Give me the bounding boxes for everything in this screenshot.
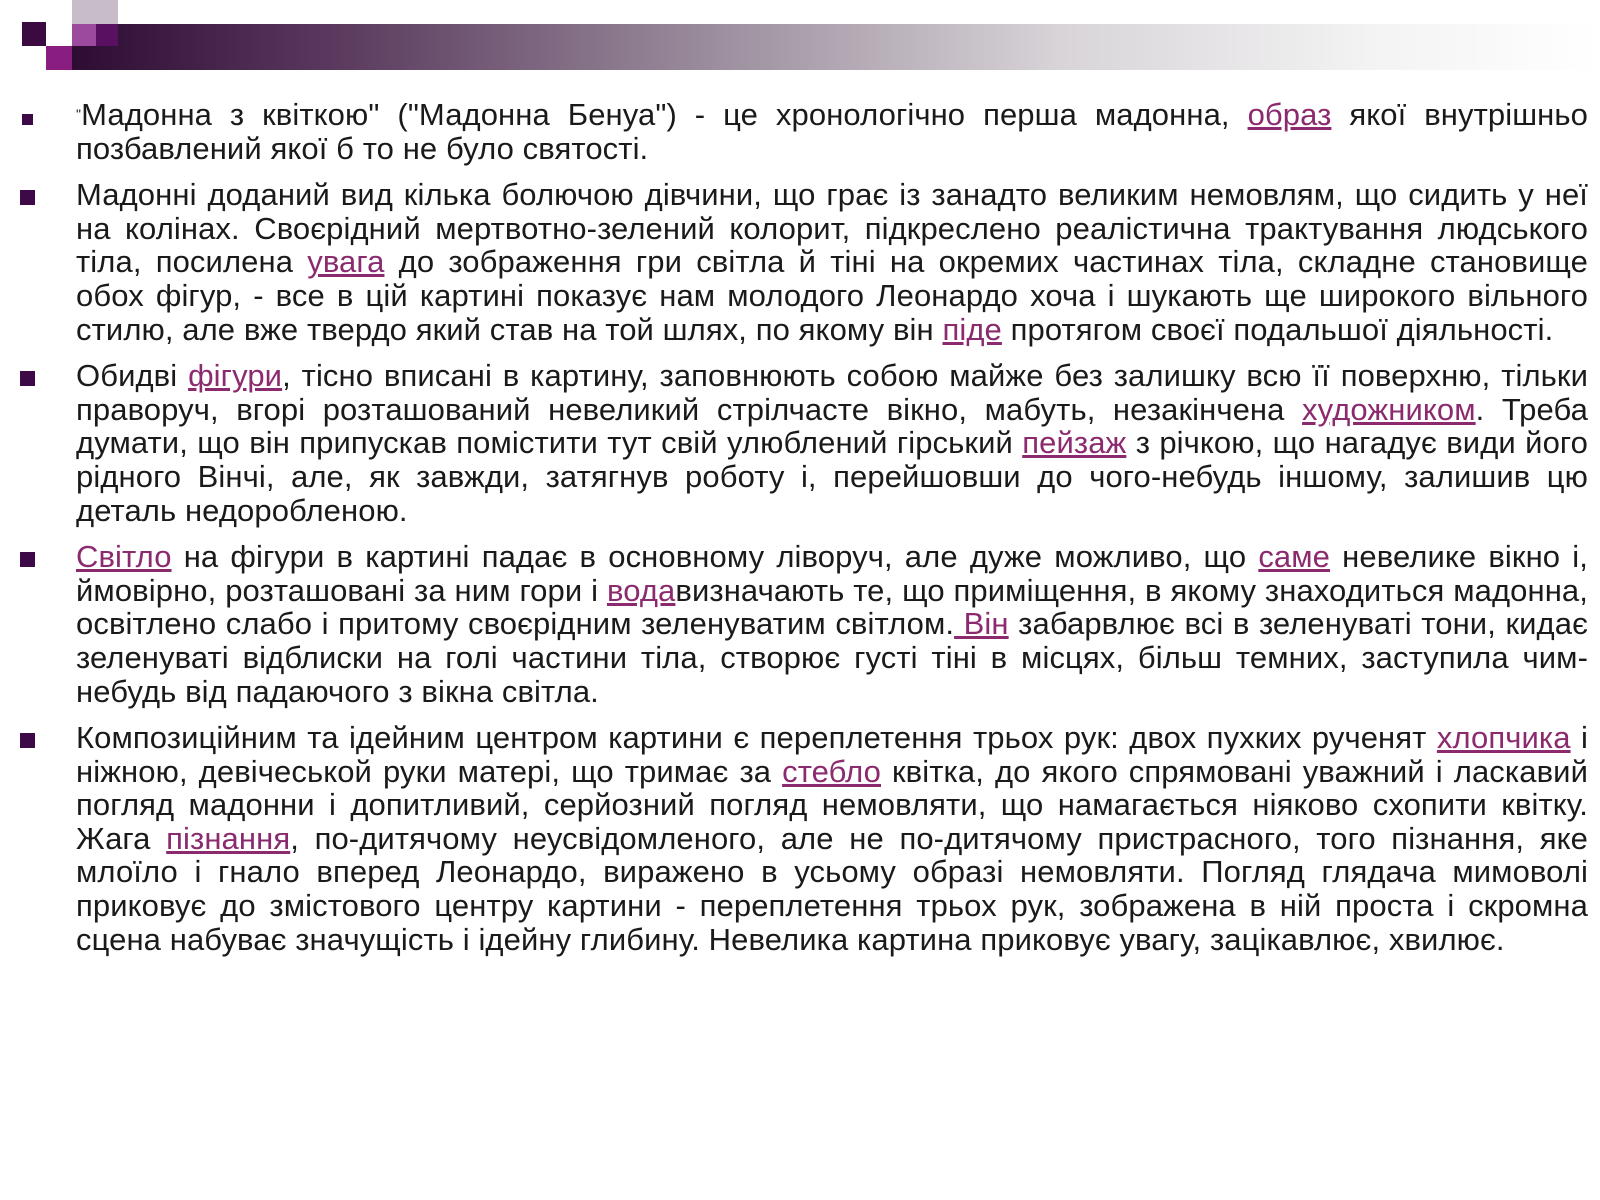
text-segment: і ніжною, девічеськой руки матері, що тримає за: [76, 720, 1588, 789]
text-segment: ": [76, 106, 82, 122]
bullet-item-4: [18, 540, 1588, 708]
inline-link[interactable]: фігури: [188, 358, 283, 394]
slide-body: [18, 98, 1588, 969]
text-segment: Композиційним та ідейним центром картини є переплетення трьох рук: двох пухких рученят: [76, 720, 1437, 756]
inline-link[interactable]: саме: [1258, 539, 1331, 575]
text-segment: протягом своєї подальшої діяльності.: [1001, 311, 1554, 347]
text-segment: , по-дитячому неусвідомленого, але не по-дитячому пристрасного, того пізнання, яке млоїло і гнало вперед Леонардо, виражено в усьому образі немовляти. Погляд глядача мимоволі приковує до змістового центру картини - переплетення трьох рук, зображена в ній проста і скромна сцена набуває значущість і ідейну глибину. Невелика картина приковує увагу, зацікавлює, хвилює.: [76, 820, 1588, 957]
inline-link[interactable]: художником: [1302, 391, 1476, 427]
square-bullet-icon: [20, 371, 35, 386]
text-segment: якої внутрішньо позбавлений якої б то не було святості.: [76, 97, 1588, 166]
inline-link[interactable]: образ: [1247, 97, 1332, 132]
inline-link[interactable]: Світло: [76, 539, 172, 575]
paragraph-text: [76, 540, 1588, 708]
inline-link[interactable]: піде: [942, 311, 1002, 347]
text-segment: на фігури в картині падає в основному ліворуч, але дуже можливо, що: [171, 539, 1259, 575]
inline-link[interactable]: стебло: [782, 753, 881, 789]
text-segment: Мадонна з квіткою" ("Мадонна Бенуа") - це хронологічно перша мадонна,: [81, 97, 1248, 132]
text-segment: Обидві: [76, 358, 189, 394]
bullet-item-1: [18, 98, 1588, 165]
square-bullet-icon: [20, 190, 35, 205]
paragraph-text: [76, 98, 1588, 165]
paragraph-text: [76, 359, 1588, 527]
inline-link[interactable]: пізнання: [166, 820, 291, 856]
text-segment: Мадонні доданий вид кілька болючою дівчини, що грає із занадто великим немовлям, що сидить у неї на колінах. Своєрідний мертвотно-зелений колорит, підкреслено реалістична трактування людського тіла, посилена: [76, 177, 1588, 280]
inline-link[interactable]: пейзаж: [1022, 425, 1127, 461]
square-bullet-icon: [20, 552, 35, 567]
paragraph-text: [76, 721, 1588, 956]
text-segment: визначають те, що приміщення, в якому знаходиться мадонна, освітлено слабо і притому своєрідним зеленуватим світлом.: [76, 572, 1588, 642]
inline-link[interactable]: Він: [954, 606, 1009, 642]
text-segment: забарвлює всі в зеленуваті тони, кидає зеленуваті відблиски на голі частини тіла, створює густі тіні в місцях, більш темних, заступила чим-небудь від падаючого з вікна світла.: [76, 606, 1589, 709]
inline-link[interactable]: хлопчика: [1436, 720, 1571, 756]
bullet-item-3: [18, 359, 1588, 527]
inline-link[interactable]: увага: [307, 244, 385, 280]
bullet-item-2: [18, 178, 1588, 346]
square-bullet-icon: [22, 114, 33, 125]
text-segment: квітка, до якого спрямовані уважний і ласкавий погляд мадонни і допитливий, серйозний погляд немовляти, що намагається ніяково схопити квітку. Жага: [76, 753, 1588, 856]
text-segment: невелике вікно і, ймовірно, розташовані за ним гори і: [76, 539, 1588, 608]
inline-link[interactable]: вода: [606, 572, 676, 608]
square-bullet-icon: [20, 733, 35, 748]
text-segment: . Треба думати, що він припускав помістити тут свій улюблений гірський: [76, 391, 1588, 461]
paragraph-text: [76, 178, 1588, 346]
text-segment: до зображення гри світла й тіні на окремих частинах тіла, складне становище обох фігур, - все в цій картині показує нам молодого Леонардо хоча і шукають ще широкого вільного стилю, але вже твердо який став на той шлях, по якому він: [76, 244, 1588, 347]
title-gradient-bar: [60, 24, 1600, 70]
bullet-item-5: [18, 721, 1588, 956]
text-segment: з річкою, що нагадує види його рідного Вінчі, але, як завжди, затягнув роботу і, перейшовши до чого-небудь іншому, залишив цю деталь недоробленою.: [76, 425, 1588, 528]
text-segment: , тісно вписані в картину, заповнюють собою майже без залишку всю її поверхню, тільки праворуч, вгорі розташований невеликий стрілчасте вікно, мабуть, незакінчена: [76, 358, 1588, 427]
corner-decoration: [0, 0, 120, 96]
